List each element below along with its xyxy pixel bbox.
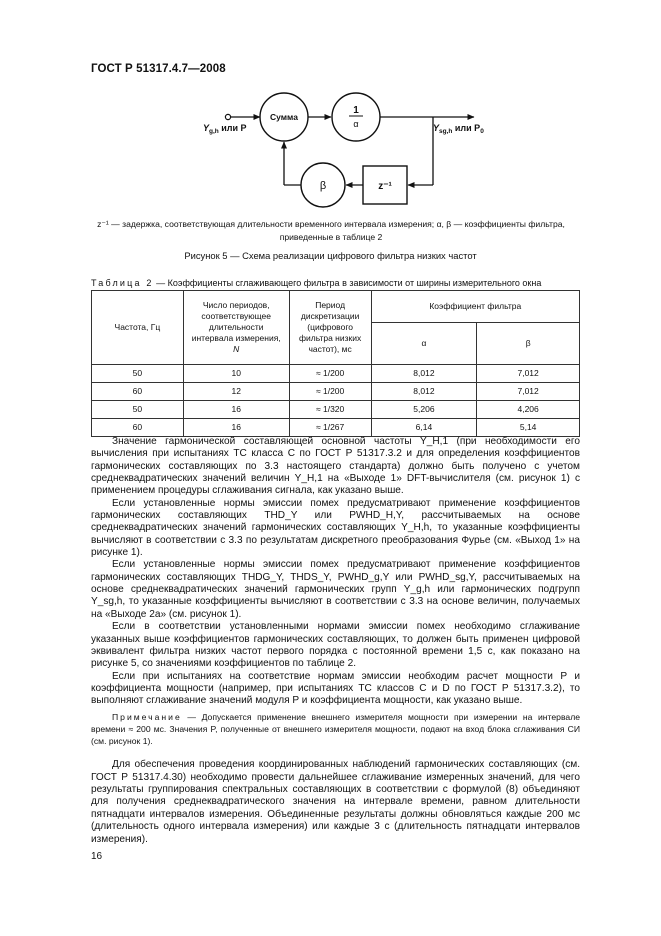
table-row: 50 10 ≈ 1/200 8,012 7,012 (92, 365, 580, 383)
paragraph: Значение гармонической составляющей основной частоты Y_H,1 (при необходимости его вычисления при испытаниях ТС класса С по ГОСТ Р 51317.3.2 и для определения коэффициентов гармонических составляющих по 3.3 настоящего стандарта) должно быть получено с учетом среднеквадратических значений величин Y_H,1 на «Выходе 1» DFT-вычислителя (см. рисунок 1) с применением процедуры сглаживания сигнала, как указано выше. (91, 436, 580, 497)
page-number: 16 (91, 851, 103, 862)
header-alpha: α (371, 323, 477, 365)
filter-coefficients-table (91, 290, 580, 437)
document-header: ГОСТ Р 51317.4.7—2008 (91, 63, 226, 75)
lowpass-filter-diagram (0, 0, 661, 215)
header-coefficient: Коэффициент фильтра (371, 291, 579, 323)
divider-node (332, 93, 380, 141)
table-row: 50 16 ≈ 1/320 5,206 4,206 (92, 401, 580, 419)
output-label: $Y_{sg,h}$ или $P_0$ (433, 123, 484, 135)
divider-denominator: α (353, 119, 359, 129)
paragraph: Если установленные нормы эмиссии помех предусматривают применение коэффициентов гармонических составляющих THD_Y или PWHD_H,Y, рассчитываемых на основе среднеквадратических значений гармонических составляющих Y_H,h, то указанные коэффициенты вычисляют в соответствии с 3.3 по результатам дискретного преобразования Фурье (см. «Выход 1» на рисунке 1). (91, 497, 580, 559)
header-frequency: Частота, Гц (92, 291, 184, 365)
header-sampling-period: Период дискретизации (цифрового фильтра низких частот), мс (289, 291, 371, 365)
divider-numerator: 1 (353, 105, 359, 116)
body-text (91, 436, 580, 846)
input-node (225, 114, 230, 119)
table-row: 60 16 ≈ 1/267 6,14 5,14 (92, 419, 580, 437)
beta-label: β (319, 180, 327, 192)
input-label: $Y_{g,h}$ или P (203, 123, 247, 135)
table-caption: Таблица 2 — Коэффициенты сглаживающего фильтра в зависимости от ширины измерительного окна (91, 278, 542, 288)
paragraph: Для обеспечения проведения координированных наблюдений гармонических составляющих (см. ГОСТ Р 51317.4.30) необходимо провести дальнейшее сглаживание измеренных значений, для чего результаты группирования спектральных составляющих в соответствии с формулой (8) объединяют для получения среднеквадратического значения на интервале времени, равном длительности пятнадцати интервалов измерения. Объединенные результаты должны обновляться каждые 200 мс (длительность одного интервала измерения) или каждые 3 с (длительность пятнадцати интервалов измерения). (91, 759, 580, 845)
figure-caption: Рисунок 5 — Схема реализации цифрового фильтра низких частот (184, 250, 477, 261)
paragraph: Если при испытаниях на соответствие нормам эмиссии необходим расчет мощности P и коэффициента мощности (например, при испытаниях ТС классов С и D по ГОСТ Р 51317.3.2), то выполняют сглаживание значений модуля P и коэффициента мощности, как указано выше. (91, 670, 580, 707)
table-row: 60 12 ≈ 1/200 8,012 7,012 (92, 383, 580, 401)
header-beta: β (477, 323, 580, 365)
paragraph: Если в соответствии установленными нормами эмиссии помех необходимо сглаживание указанных выше коэффициентов гармонических составляющих, то должен быть применен цифровой эквивалент фильтра низких частот первого порядка с постоянной времени 1,5 с, как показано на рисунке 5, со значениями коэффициентов по таблице 2. (91, 621, 580, 670)
paragraph: Если установленные нормы эмиссии помех предусматривают применение коэффициентов гармонических составляющих THDG_Y, THDS_Y, PWHD_g,Y или PWHD_sg,Y, рассчитываемых на основе среднеквадратических значений гармонических групп Y_g,h или гармонических подгрупп Y_sg,h, то указанные коэффициенты вычисляют в соответствии с 3.3 на основе величин, получаемых на «Выходе 2а» (см. рисунок 1). (91, 559, 580, 620)
figure-legend: z⁻¹ — задержка, соответствующая длительности временного интервала измерения; α, β — коэффициенты фильтра, приведенные в таблице 2 (97, 219, 565, 242)
delay-label: z⁻¹ (378, 181, 392, 192)
note: Примечание — Допускается применение внешнего измерителя мощности при измерении на интервале времени ≈ 200 мс. Значения P, полученные от внешнего измерителя мощности, подают на вход блока сглаживания СИ (см. рисунок 1). (91, 711, 580, 747)
summator-label: Сумма (270, 112, 298, 122)
header-periods: Число периодов, соответствующее длительности интервала измерения, N (183, 291, 289, 365)
